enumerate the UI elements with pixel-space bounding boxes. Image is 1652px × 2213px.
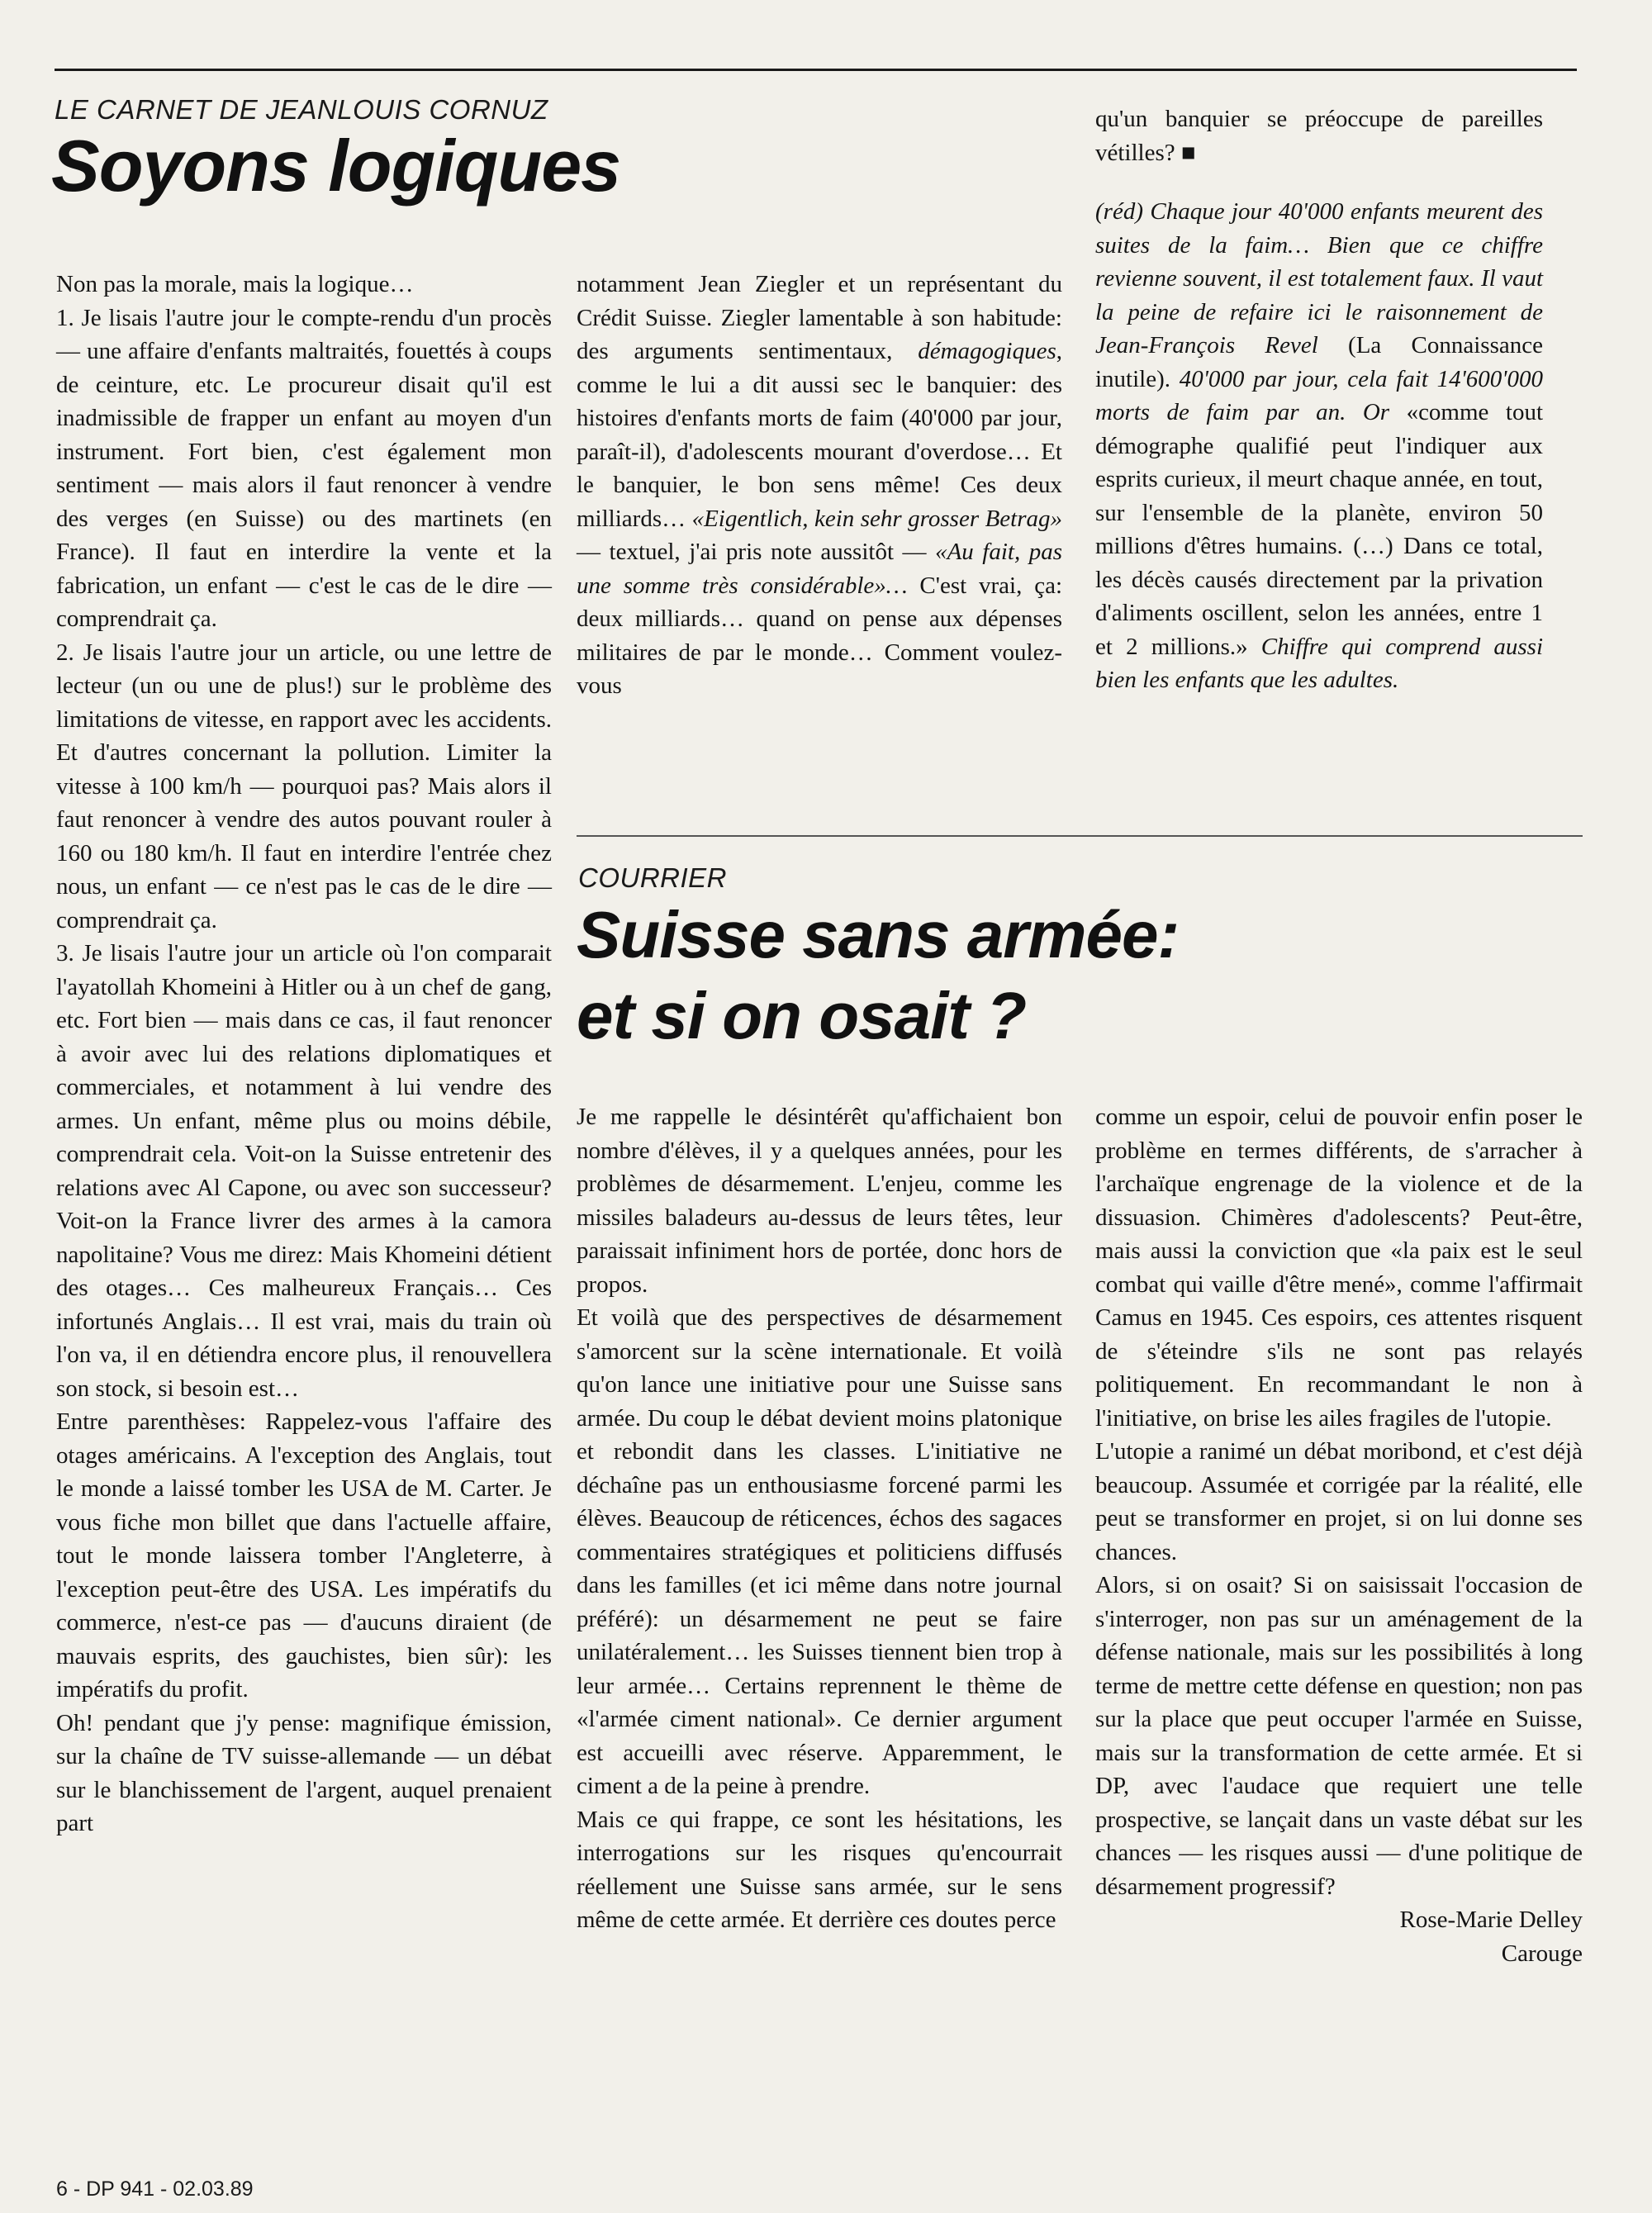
article2-paragraph: Je me rappelle le désintérêt qu'affichaient bon nombre d'élèves, il y a quelques années, pour les problèmes de désarmement. L'enjeu, comme les missiles baladeurs au-dessus de leurs têtes, leur paraissait infiniment hors de portée, donc hors de propos. — [577, 1104, 1062, 1298]
signature-name: Rose-Marie Delley — [1399, 1907, 1583, 1933]
article1-paragraph: 2. Je lisais l'autre jour un article, ou une lettre de lecteur (un ou une de plus!) sur le problème des limitations de vitesse, en rapport avec les accidents. Et d'autres concernant la pollution. Limiter la vitesse à 100 km/h — pourquoi pas? Mais alors il faut renoncer à vendre des autos pouvant rouler à 160 ou 180 km/h. Il faut en interdire l'entrée chez nous, un enfant — ce n'est pas le cas de le dire — comprendrait ça. — [56, 639, 552, 933]
text-run: — textuel, j'ai pris note aussitôt — — [577, 539, 927, 565]
italic-quote: «Eigentlich, kein sehr grosser Betrag» — [691, 505, 1062, 532]
article2-kicker: COURRIER — [578, 862, 728, 893]
article2-paragraph: comme un espoir, celui de pouvoir enfin poser le problème en termes différents, de s'arracher à l'archaïque engrenage de la violence et de la dissuasion. Chimères d'adolescents? Peut-être, mais aussi la conviction que «la paix est le seul combat qui vaille d'être mené», comme l'affirmait Camus en 1945. Ces espoirs, ces attentes risquent de s'éteindre s'ils ne sont pas relayés politiquement. En recommandant le non à l'initiative, on brise les ailes fragiles de l'utopie. — [1095, 1104, 1583, 1432]
article2-column-1 — [577, 1100, 1062, 1937]
editor-note-text — [1095, 195, 1543, 697]
text-run: , comme le lui a dit aussi sec le banquier: des histoires d'enfants morts de faim (40'000 par jour, paraît-il), d'adolescents mourant d'overdose… Et le banquier, le bon sens même! Ces deux milliards… — [577, 338, 1063, 532]
article2-paragraph: Alors, si on osait? Si on saisissait l'occasion de s'interroger, non pas sur un aménagement de la défense nationale, mais sur les possibilités à long terme de mettre cette défense en question; non pas sur la place que peut occuper l'armée en Suisse, mais sur la transformation de cette armée. Et si DP, avec l'audace que requiert une telle prospective, se lançait dans un vaste débat sur les chances — les risques aussi — d'une politique de désarmement progressif? — [1095, 1572, 1583, 1900]
article2-paragraph: Mais ce qui frappe, ce sont les hésitations, les interrogations sur les risques qu'encourrait réellement une Suisse sans armée, sur le sens même de cette armée. Et derrière ces doutes perce — [577, 1806, 1062, 1933]
section-divider — [577, 835, 1583, 837]
italic-run: démagogiques — [918, 338, 1056, 364]
article1-paragraph — [577, 268, 1062, 703]
article1-kicker: LE CARNET DE JEANLOUIS CORNUZ — [55, 94, 548, 125]
article2-title-line-2: et si on osait ? — [577, 979, 1027, 1052]
italic-run: Chiffre qui comprend aussi bien les enfants que les adultes. — [1095, 633, 1544, 693]
article1-title: Soyons logiques — [51, 125, 621, 207]
article2-title-line-1: Suisse sans armée: — [577, 898, 1180, 971]
article1-paragraph: Entre parenthèses: Rappelez-vous l'affaire des otages américains. A l'exception des Anglais, tout le monde a laissé tomber les USA de M. Carter. Je vous fiche mon billet que dans l'actuelle affaire, tout le monde laissera tomber l'Angleterre, à l'exception peut-être des USA. Les impératifs du commerce, n'est-ce pas — d'aucuns diraient (de mauvais esprits, des gauchistes, bien sûr): les impératifs du profit. — [56, 1408, 552, 1702]
signature-place: Carouge — [1501, 1940, 1583, 1967]
article1-ending: qu'un banquier se préoccupe de pareilles vétilles? ■ — [1095, 106, 1543, 166]
article1-paragraph: Oh! pendant que j'y pense: magnifique émission, sur la chaîne de TV suisse-allemande — un débat sur le blanchissement de l'argent, auquel prenaient part — [56, 1709, 552, 1836]
article1-column-1 — [56, 268, 552, 1840]
text-run: «comme tout démographe qualifié peut l'indiquer aux esprits curieux, il meurt chaque année, en tout, sur l'ensemble de la planète, environ 50 millions d'êtres humains. (…) Dans ce total, les décès causés directement par la privation d'aliments oscillent, selon les années, entre 1 et 2 millions.» — [1095, 399, 1543, 660]
italic-quote: «Au fait, pas une somme très considérable»… — [577, 539, 1063, 599]
text-run: C'est vrai, ça: deux milliards… quand on pense aux dépenses militaires de par le monde… Comment voulez-vous — [577, 572, 1062, 699]
italic-run: 40'000 par jour, cela fait 14'600'000 morts de faim par an. Or — [1095, 365, 1544, 425]
italic-run: Chaque jour 40'000 enfants meurent des suites de la faim… Bien que ce chiffre revienne souvent, il est totalement faux. Il vaut la peine de refaire ici le raisonnement de Jean-François Revel — [1095, 198, 1544, 359]
text-run: notamment Jean Ziegler et un représentant du Crédit Suisse. Ziegler lamentable à son habitude: des arguments sentimentaux, — [577, 271, 1062, 364]
article2-paragraph: L'utopie a ranimé un débat moribond, et c'est déjà beaucoup. Assumée et corrigée par la réalité, elle peut se transformer en projet, si on lui donne ses chances. — [1095, 1438, 1583, 1565]
editor-note — [1095, 195, 1543, 697]
text-run: (La Connaissance inutile). — [1095, 332, 1543, 392]
article2-column-2 — [1095, 1100, 1583, 1970]
article1-column-3 — [1095, 102, 1543, 169]
page-folio: 6 - DP 941 - 02.03.89 — [56, 2177, 254, 2201]
article1-paragraph: 1. Je lisais l'autre jour le compte-rendu d'un procès — une affaire d'enfants maltraités, fouettés à coups de ceinture, etc. Le procureur disait qu'il est inadmissible de frapper un enfant au moyen d'un instrument. Fort bien, c'est également mon sentiment — mais alors il faut renoncer à vendre des verges (en Suisse) ou des martinets (en France). Il faut en interdire la vente et la fabrication, un enfant — c'est le cas de le dire — comprendrait ça. — [56, 304, 552, 632]
article1-column-2 — [577, 268, 1062, 703]
article2-paragraph: Et voilà que des perspectives de désarmement s'amorcent sur la scène internationale. Et voilà qu'on lance une initiative pour une Suisse sans armée. Du coup le débat devient moins platonique et rebondit dans les classes. L'initiative ne déchaîne pas un enthousiasme forcené parmi les élèves. Beaucoup de réticences, échos des sagaces commentaires stratégiques et politiciens diffusés dans les familles (et ici même dans notre journal préféré): un désarmement ne peut se faire unilatéralement… les Suisses tiennent bien trop à leur armée… Certains reprennent le thème de «l'armée ciment national». Ce dernier argument est accueilli avec réserve. Apparemment, le ciment a de la peine à prendre. — [577, 1304, 1062, 1799]
article1-paragraph: 3. Je lisais l'autre jour un article où l'on comparait l'ayatollah Khomeini à Hitler ou à un chef de gang, etc. Fort bien — mais dans ce cas, il faut renoncer à avoir avec lui des relations diplomatiques et commerciales, et notamment à lui vendre des armes. Un enfant, même plus ou moins débile, comprendrait cela. Voit-on la Suisse entretenir des relations avec Al Capone, ou avec son successeur? Voit-on la France livrer des armes à la camora napolitaine? Vous me direz: Mais Khomeini détient des otages… Ces malheureux Français… Ces infortunés Anglais… Il est vrai, mais du train où l'on va, il en détiendra encore plus, il renouvellera son stock, si besoin est… — [56, 940, 552, 1402]
top-rule — [55, 69, 1577, 71]
italic-run: (réd) — [1095, 198, 1143, 225]
article1-paragraph: Non pas la morale, mais la logique… — [56, 271, 414, 297]
